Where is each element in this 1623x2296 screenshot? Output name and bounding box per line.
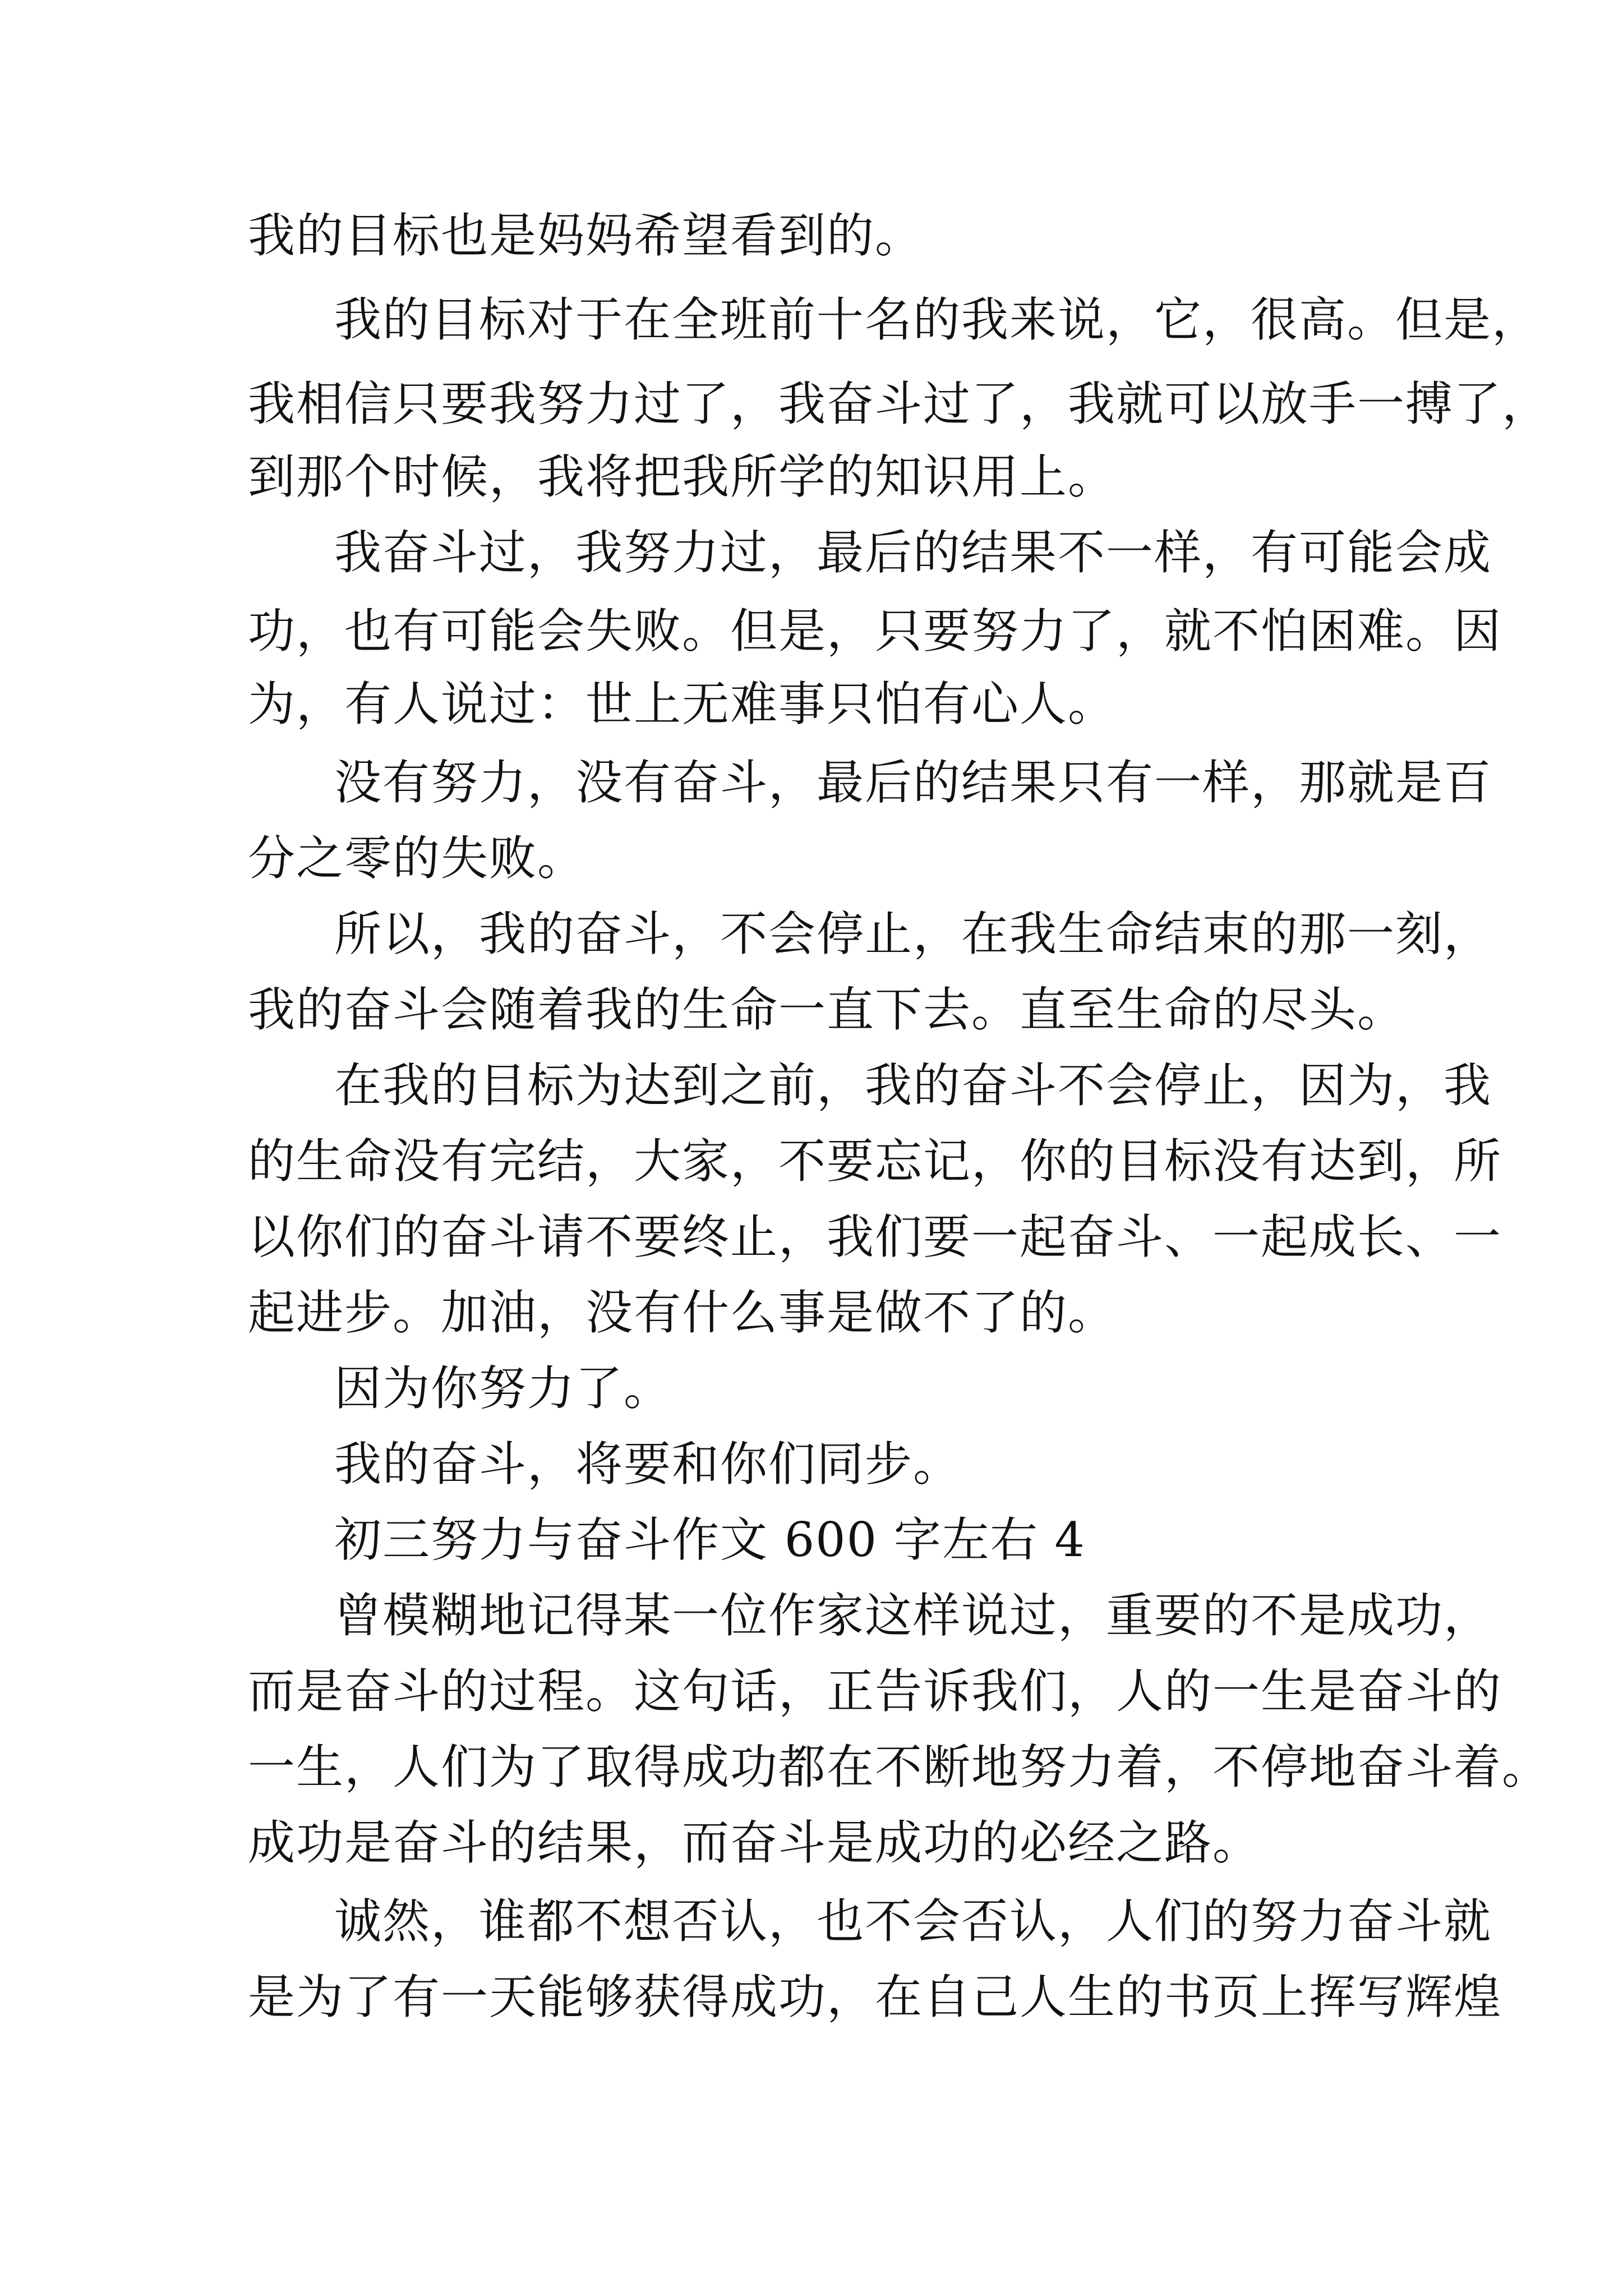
text-line: 成功是奋斗的结果，而奋斗是成功的必经之路。 bbox=[248, 1815, 1261, 1870]
text-line: 曾模糊地记得某一位作家这样说过，重要的不是成功， bbox=[334, 1588, 1492, 1643]
text-line: 以你们的奋斗请不要终止，我们要一起奋斗、一起成长、一 bbox=[248, 1209, 1502, 1264]
text-line: 诚然，谁都不想否认，也不会否认，人们的努力奋斗就 bbox=[334, 1894, 1492, 1949]
text-line: 一生，人们为了取得成功都在不断地努力着，不停地奋斗着。 bbox=[248, 1740, 1551, 1795]
text-line: 起进步。加油，没有什么事是做不了的。 bbox=[248, 1285, 1117, 1340]
section-heading: 初三努力与奋斗作文 600 字左右 4 bbox=[334, 1512, 1086, 1567]
text-line: 没有努力，没有奋斗，最后的结果只有一样，那就是百 bbox=[334, 755, 1492, 810]
text-line: 我相信只要我努力过了，我奋斗过了，我就可以放手一搏了， bbox=[248, 376, 1551, 431]
text-line: 我的目标也是妈妈希望看到的。 bbox=[248, 208, 924, 263]
text-line: 为，有人说过：世上无难事只怕有心人。 bbox=[248, 677, 1117, 731]
text-line: 因为你努力了。 bbox=[334, 1361, 672, 1416]
text-line: 而是奋斗的过程。这句话，正告诉我们，人的一生是奋斗的 bbox=[248, 1664, 1502, 1719]
text-line: 分之零的失败。 bbox=[248, 831, 586, 886]
text-line: 在我的目标为达到之前，我的奋斗不会停止，因为，我 bbox=[334, 1058, 1492, 1113]
text-line: 功，也有可能会失败。但是，只要努力了，就不怕困难。因 bbox=[248, 604, 1502, 659]
text-line: 我的奋斗会随着我的生命一直下去。直至生命的尽头。 bbox=[248, 982, 1406, 1037]
text-line: 到那个时候，我将把我所学的知识用上。 bbox=[248, 449, 1117, 504]
text-line: 是为了有一天能够获得成功，在自己人生的书页上挥写辉煌 bbox=[248, 1970, 1502, 2024]
text-line: 的生命没有完结，大家，不要忘记，你的目标没有达到，所 bbox=[248, 1134, 1502, 1189]
text-line: 所以，我的奋斗，不会停止，在我生命结束的那一刻， bbox=[334, 907, 1492, 961]
text-line: 我奋斗过，我努力过，最后的结果不一样，有可能会成 bbox=[334, 525, 1492, 580]
text-line: 我的目标对于在全班前十名的我来说，它，很高。但是， bbox=[334, 292, 1541, 347]
text-line: 我的奋斗，将要和你们同步。 bbox=[334, 1437, 962, 1492]
